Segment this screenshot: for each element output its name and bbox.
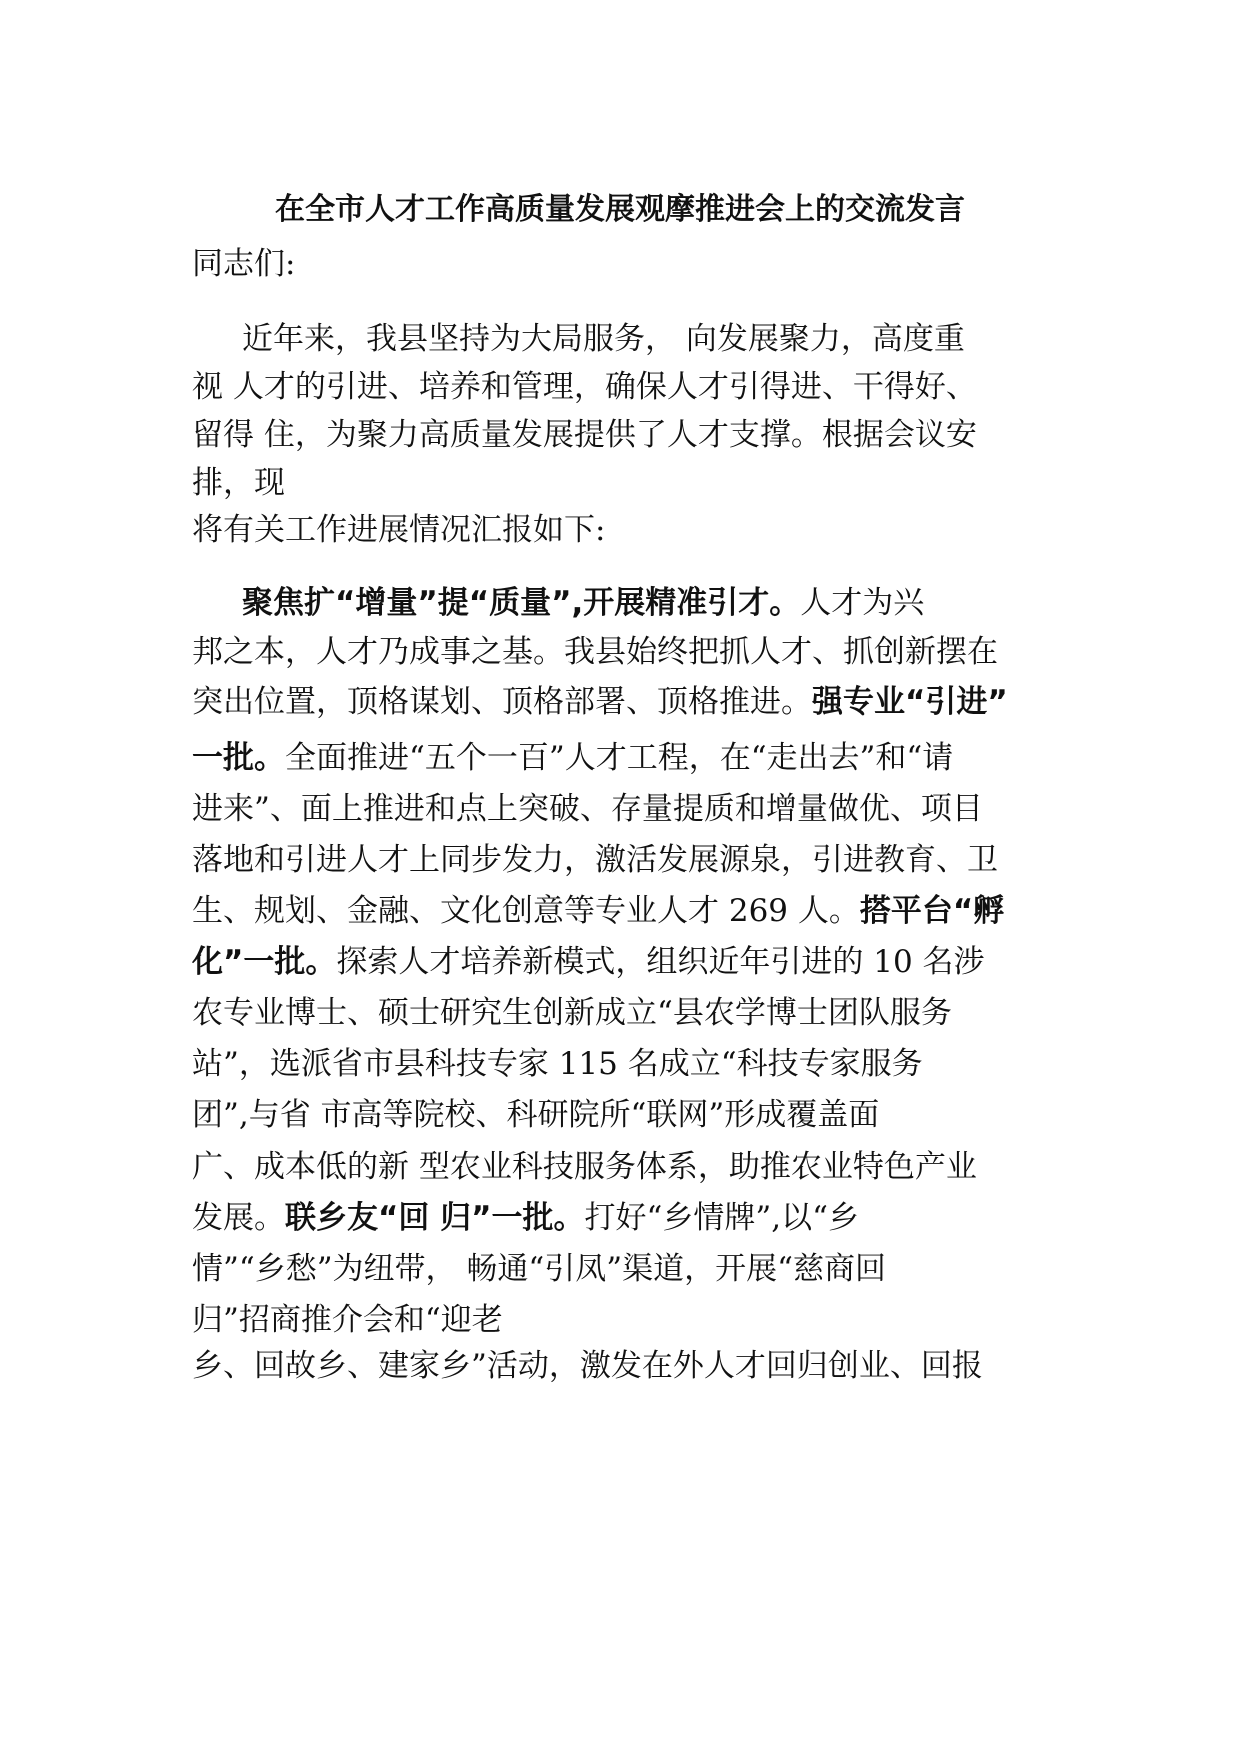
section-line xyxy=(192,682,1008,722)
intro-line: 近年来，我县坚持为大局服务， 向发展聚力，高度重 xyxy=(242,321,965,357)
intro-line: 视 人才的引进、培养和管理，确保人才引得进、干得好、 xyxy=(192,369,977,405)
section-text: 探索人才培养新模式，组织近年引进的 10 名涉 xyxy=(336,944,985,980)
section-line xyxy=(192,891,1004,931)
section-text: 生、规划、金融、文化创意等专业人才 269 人。 xyxy=(192,893,860,929)
intro-line: 将有关工作进展情况汇报如下: xyxy=(192,512,606,548)
section-line xyxy=(192,738,953,778)
section-line: 团”,与省 市高等院校、科研院所“联网”形成覆盖面 xyxy=(192,1097,880,1133)
section-line: 落地和引进人才上同步发力，激活发展源泉，引进教育、卫 xyxy=(192,842,998,878)
section-line: 进来”、面上推进和点上突破、存量提质和增量做优、项目 xyxy=(192,791,983,827)
subheading: 一批。 xyxy=(192,740,285,776)
section-line: 农专业博士、硕士研究生创新成立“县农学博士团队服务 xyxy=(192,995,952,1031)
salutation: 同志们: xyxy=(192,246,296,282)
subheading: 化”一批。 xyxy=(192,944,337,980)
section-text: 全面推进“五个一百”人才工程，在“走出去”和“请 xyxy=(285,740,954,776)
section-line: 归”招商推介会和“迎老 xyxy=(192,1302,503,1338)
section-text: 发展。 xyxy=(192,1200,285,1236)
section-line: 乡、回故乡、建家乡”活动，激发在外人才回归创业、回报 xyxy=(192,1348,983,1384)
section-line: 邦之本，人才乃成事之基。我县始终把抓人才、抓创新摆在 xyxy=(192,634,998,670)
section-line: 站”，选派省市县科技专家 115 名成立“科技专家服务 xyxy=(192,1046,923,1082)
section-line: 广、成本低的新 型农业科技服务体系，助推农业特色产业 xyxy=(192,1149,977,1185)
section-line xyxy=(242,583,924,623)
subheading: 强专业“引进” xyxy=(812,684,1008,720)
section-text: 突出位置，顶格谋划、顶格部署、顶格推进。 xyxy=(192,684,812,720)
intro-line: 排，现 xyxy=(192,465,285,501)
section-heading: 聚焦扩“增量”提“质量”,开展精准引才。 xyxy=(242,585,801,621)
subheading: 搭平台“孵 xyxy=(859,893,1005,929)
document-title: 在全市人才工作高质量发展观摩推进会上的交流发言 xyxy=(275,192,965,227)
section-line xyxy=(192,1198,859,1238)
section-text: 打好“乡情牌”,以“乡 xyxy=(584,1200,859,1236)
intro-line: 留得 住，为聚力高质量发展提供了人才支撑。根据会议安 xyxy=(192,417,977,453)
subheading: 联乡友“回 归”一批。 xyxy=(285,1200,585,1236)
section-line xyxy=(192,942,985,982)
section-line: 情”“乡愁”为纽带， 畅通“引凤”渠道，开展“慈商回 xyxy=(192,1251,886,1287)
section-text: 人才为兴 xyxy=(800,585,925,621)
